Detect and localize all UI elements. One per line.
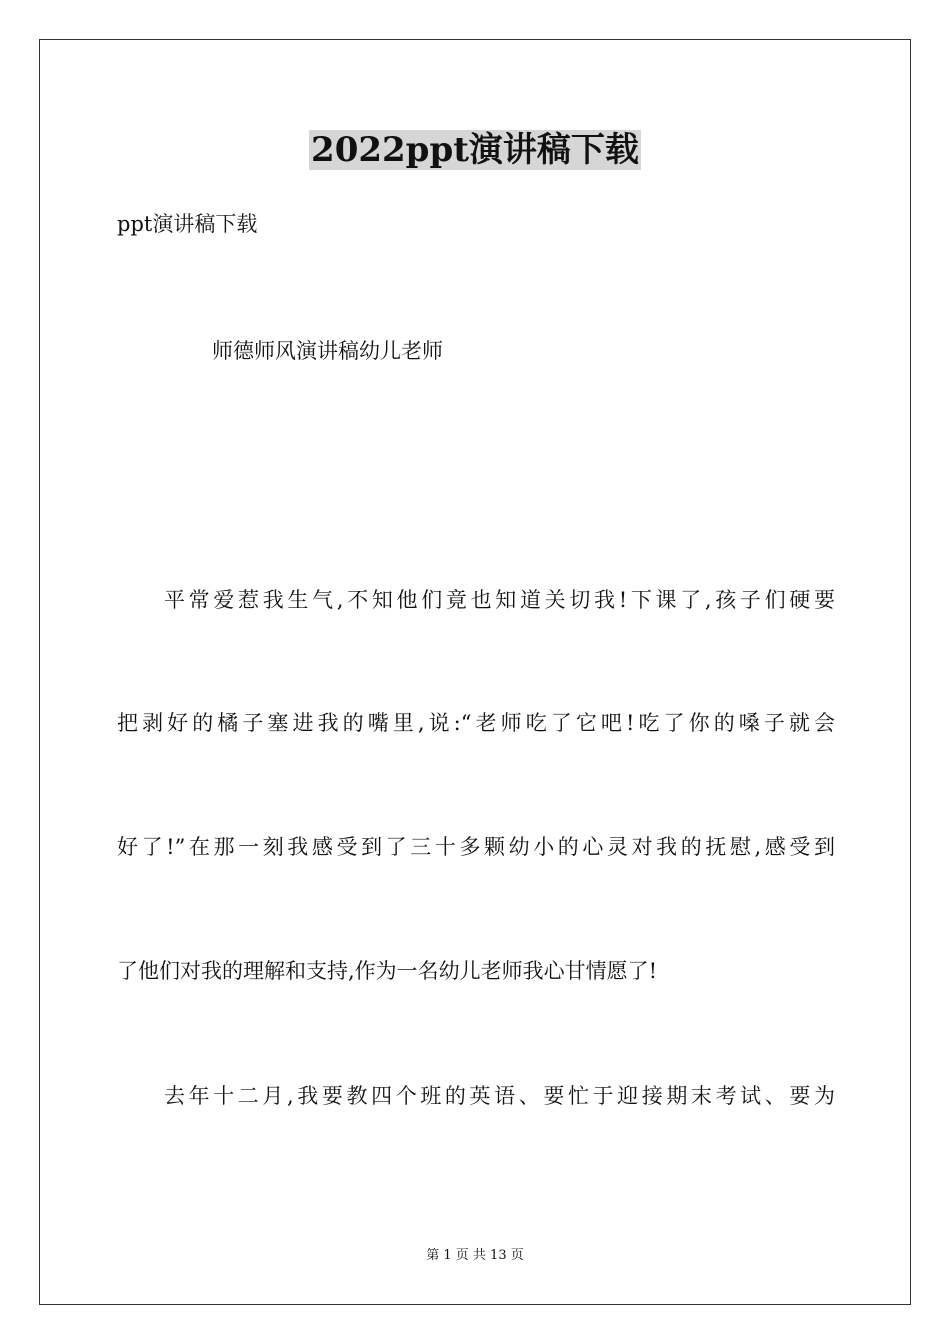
paragraph-line: 平常爱惹我生气,不知他们竟也知道关切我!下课了,孩子们硬要 (164, 588, 835, 612)
paragraph-line: 去年十二月,我要教四个班的英语、要忙于迎接期末考试、要为 (164, 1084, 835, 1108)
document-title (0, 128, 950, 172)
paragraph-line: 好了!”在那一刻我感受到了三十多颗幼小的心灵对我的抚慰,感受到 (117, 835, 835, 859)
paragraph-line: 了他们对我的理解和支持,作为一名幼儿老师我心甘情愿了! (117, 959, 658, 983)
document-title-text: 2022ppt演讲稿下载 (311, 130, 639, 170)
page-footer: 第 1 页 共 13 页 (426, 1248, 524, 1263)
paragraph-line: 把剥好的橘子塞进我的嘴里,说:“老师吃了它吧!吃了你的嗓子就会 (117, 711, 835, 735)
section-heading: 师德师风演讲稿幼儿老师 (212, 339, 443, 363)
document-subtitle: ppt演讲稿下载 (117, 212, 258, 236)
